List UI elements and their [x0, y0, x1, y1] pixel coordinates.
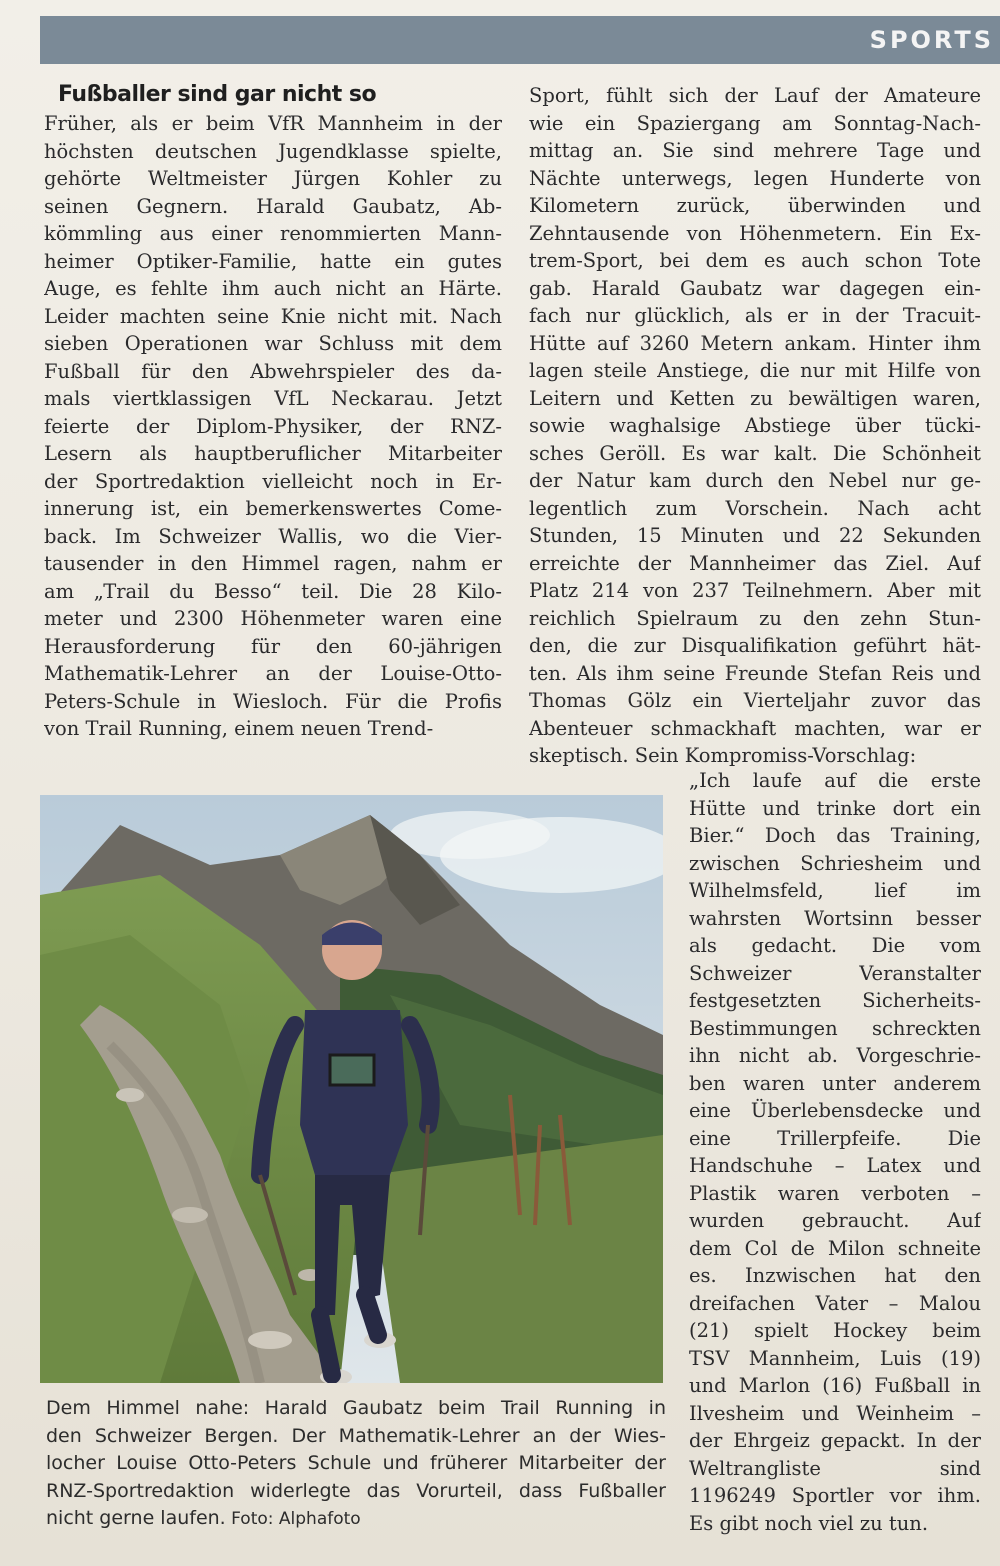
text-line: fach nur glücklich, als er in der Tracuit- [529, 304, 981, 327]
text-line: reichlich Spielraum zu den zehn Stun- [529, 606, 981, 630]
text-line: trem-Sport, bei dem es auch schon Tote [529, 249, 981, 272]
text-line: Peters-Schule in Wiesloch. Für die Profis [44, 689, 502, 713]
caption-line: locher Louise Otto-Peters Schule und früherer Mitarbeiter der [46, 1452, 666, 1474]
text-line: Sport, fühlt sich der Lauf der Amateure [529, 84, 981, 107]
photo-caption [46, 1395, 666, 1533]
text-line: Leider machten seine Knie nicht mit. Nach [44, 304, 502, 328]
article-column-1 [44, 110, 502, 743]
article-column-3 [689, 767, 981, 1537]
text-line: seinen Gegnern. Harald Gaubatz, Ab- [44, 194, 502, 218]
text-line: Thomas Gölz ein Vierteljahr zuvor das [529, 689, 981, 712]
text-line: Fußball für den Abwehrspieler des da- [44, 359, 502, 383]
text-line: Schweizer Veranstalter [689, 961, 981, 985]
article-headline: Fußballer sind gar nicht so [58, 82, 377, 107]
text-line: Es gibt noch viel zu tun. [689, 1511, 929, 1535]
text-line: der Natur kam durch den Nebel nur ge- [529, 469, 981, 492]
trail-runner-photo [40, 795, 663, 1383]
text-line: Hütte auf 3260 Metern ankam. Hinter ihm [529, 331, 981, 355]
text-line: ben waren unter anderem [689, 1071, 981, 1095]
text-line: Zehntausende von Höhenmetern. Ein Ex- [529, 221, 981, 245]
text-line: Bier.“ Doch das Training, [689, 824, 981, 847]
text-line: (21) spielt Hockey beim [689, 1319, 981, 1342]
text-line: tausender in den Himmel ragen, nahm er [44, 552, 502, 575]
text-line: als gedacht. Die vom [689, 934, 981, 957]
text-line: dem Col de Milon schneite [689, 1236, 981, 1260]
text-line: Leitern und Ketten zu bewältigen waren, [529, 386, 981, 410]
text-line: mittag an. Sie sind mehrere Tage und [529, 139, 981, 162]
caption-line: RNZ-Sportredaktion widerlegte das Vorurteil, dass Fußballer [46, 1479, 666, 1502]
article-photo [40, 795, 663, 1383]
text-line: skeptisch. Sein Kompromiss-Vorschlag: [529, 744, 917, 767]
text-line: Herausforderung für den 60-jährigen [44, 634, 502, 658]
caption-line: den Schweizer Bergen. Der Mathematik-Lehrer an der Wies- [46, 1424, 666, 1447]
text-line: am „Trail du Besso“ teil. Die 28 Kilo- [44, 579, 502, 603]
text-line: back. Im Schweizer Wallis, wo die Vier- [44, 524, 502, 548]
text-line: 1196249 Sportler vor ihm. [689, 1484, 981, 1507]
text-line: gehörte Weltmeister Jürgen Kohler zu [44, 167, 502, 190]
text-line: der Ehrgeiz gepackt. In der [689, 1429, 981, 1452]
text-line: meter und 2300 Höhenmeter waren eine [44, 607, 502, 630]
text-line: Plastik waren verboten – [689, 1181, 981, 1205]
text-line: dreifachen Vater – Malou [689, 1291, 981, 1315]
text-line: ihn nicht ab. Vorgeschrie- [689, 1044, 981, 1067]
text-line: Lesern als hauptberuflicher Mitarbeiter [44, 442, 502, 465]
text-line: mals viertklassigen VfL Neckarau. Jetzt [44, 387, 502, 410]
article-column-2 [529, 82, 981, 770]
text-line: Bestimmungen schreckten [689, 1016, 981, 1040]
text-line: es. Inzwischen hat den [689, 1264, 981, 1287]
text-line: sowie waghalsige Abstiege über tücki- [529, 414, 981, 437]
section-label: SPORTS [869, 26, 994, 54]
text-line: wurden gebraucht. Auf [689, 1209, 981, 1232]
text-line: „Ich laufe auf die erste [689, 769, 981, 792]
text-line: Weltrangliste sind [689, 1456, 981, 1480]
text-line: und Marlon (16) Fußball in [689, 1374, 981, 1397]
text-line: der Sportredaktion vielleicht noch in Er- [44, 469, 502, 493]
text-line: eine Überlebensdecke und [689, 1099, 981, 1122]
text-line: TSV Mannheim, Luis (19) [689, 1346, 981, 1370]
text-line: feierte der Diplom-Physiker, der RNZ- [44, 414, 502, 438]
text-line: den, die zur Disqualifikation geführt hät- [529, 634, 981, 657]
text-line: Früher, als er beim VfR Mannheim in der [44, 112, 502, 135]
text-line: zwischen Schriesheim und [689, 851, 981, 875]
photo-credit: Foto: Alphafoto [225, 1509, 361, 1529]
section-header-bar [40, 16, 1000, 64]
caption-line: nicht gerne laufen. Foto: Alphafoto [46, 1507, 361, 1529]
text-line: Abenteuer schmackhaft machten, war er [529, 716, 981, 740]
text-line: Hütte und trinke dort ein [689, 796, 981, 820]
text-line: festgesetzten Sicherheits- [689, 989, 981, 1012]
text-line: kömmling aus einer renommierten Mann- [44, 222, 502, 245]
text-line: eine Trillerpfeife. Die [689, 1126, 981, 1150]
text-line: Wilhelmsfeld, lief im [689, 879, 981, 902]
text-line: wie ein Spaziergang am Sonntag-Nach- [529, 111, 981, 135]
text-line: gab. Harald Gaubatz war dagegen ein- [529, 276, 981, 300]
caption-line: Dem Himmel nahe: Harald Gaubatz beim Trail Running in [46, 1397, 666, 1419]
text-line: sieben Operationen war Schluss mit dem [44, 332, 502, 355]
text-line: Auge, es fehlte ihm auch nicht an Härte. [44, 277, 502, 300]
text-line: sches Geröll. Es war kalt. Die Schönheit [529, 441, 981, 465]
text-line: Kilometern zurück, überwinden und [529, 194, 981, 217]
text-line: erreichte der Mannheimer das Ziel. Auf [529, 551, 981, 575]
text-line: Platz 214 von 237 Teilnehmern. Aber mit [529, 579, 981, 602]
text-line: innerung ist, ein bemerkenswertes Come- [44, 497, 502, 520]
text-line: ten. Als ihm seine Freunde Stefan Reis und [529, 661, 981, 685]
text-line: lagen steile Anstiege, die nur mit Hilfe von [529, 359, 981, 382]
text-line: Nächte unterwegs, legen Hunderte von [529, 166, 981, 190]
text-line: Handschuhe – Latex und [689, 1154, 981, 1177]
text-line: heimer Optiker-Familie, hatte ein gutes [44, 249, 502, 273]
text-line: höchsten deutschen Jugendklasse spielte, [44, 139, 502, 163]
text-line: Stunden, 15 Minuten und 22 Sekunden [529, 524, 981, 547]
text-line: Ilvesheim und Weinheim – [689, 1401, 981, 1425]
text-line: wahrsten Wortsinn besser [689, 906, 981, 930]
text-line: von Trail Running, einem neuen Trend- [44, 717, 434, 740]
text-line: legentlich zum Vorschein. Nach acht [529, 496, 981, 520]
text-line: Mathematik-Lehrer an der Louise-Otto- [44, 662, 502, 685]
